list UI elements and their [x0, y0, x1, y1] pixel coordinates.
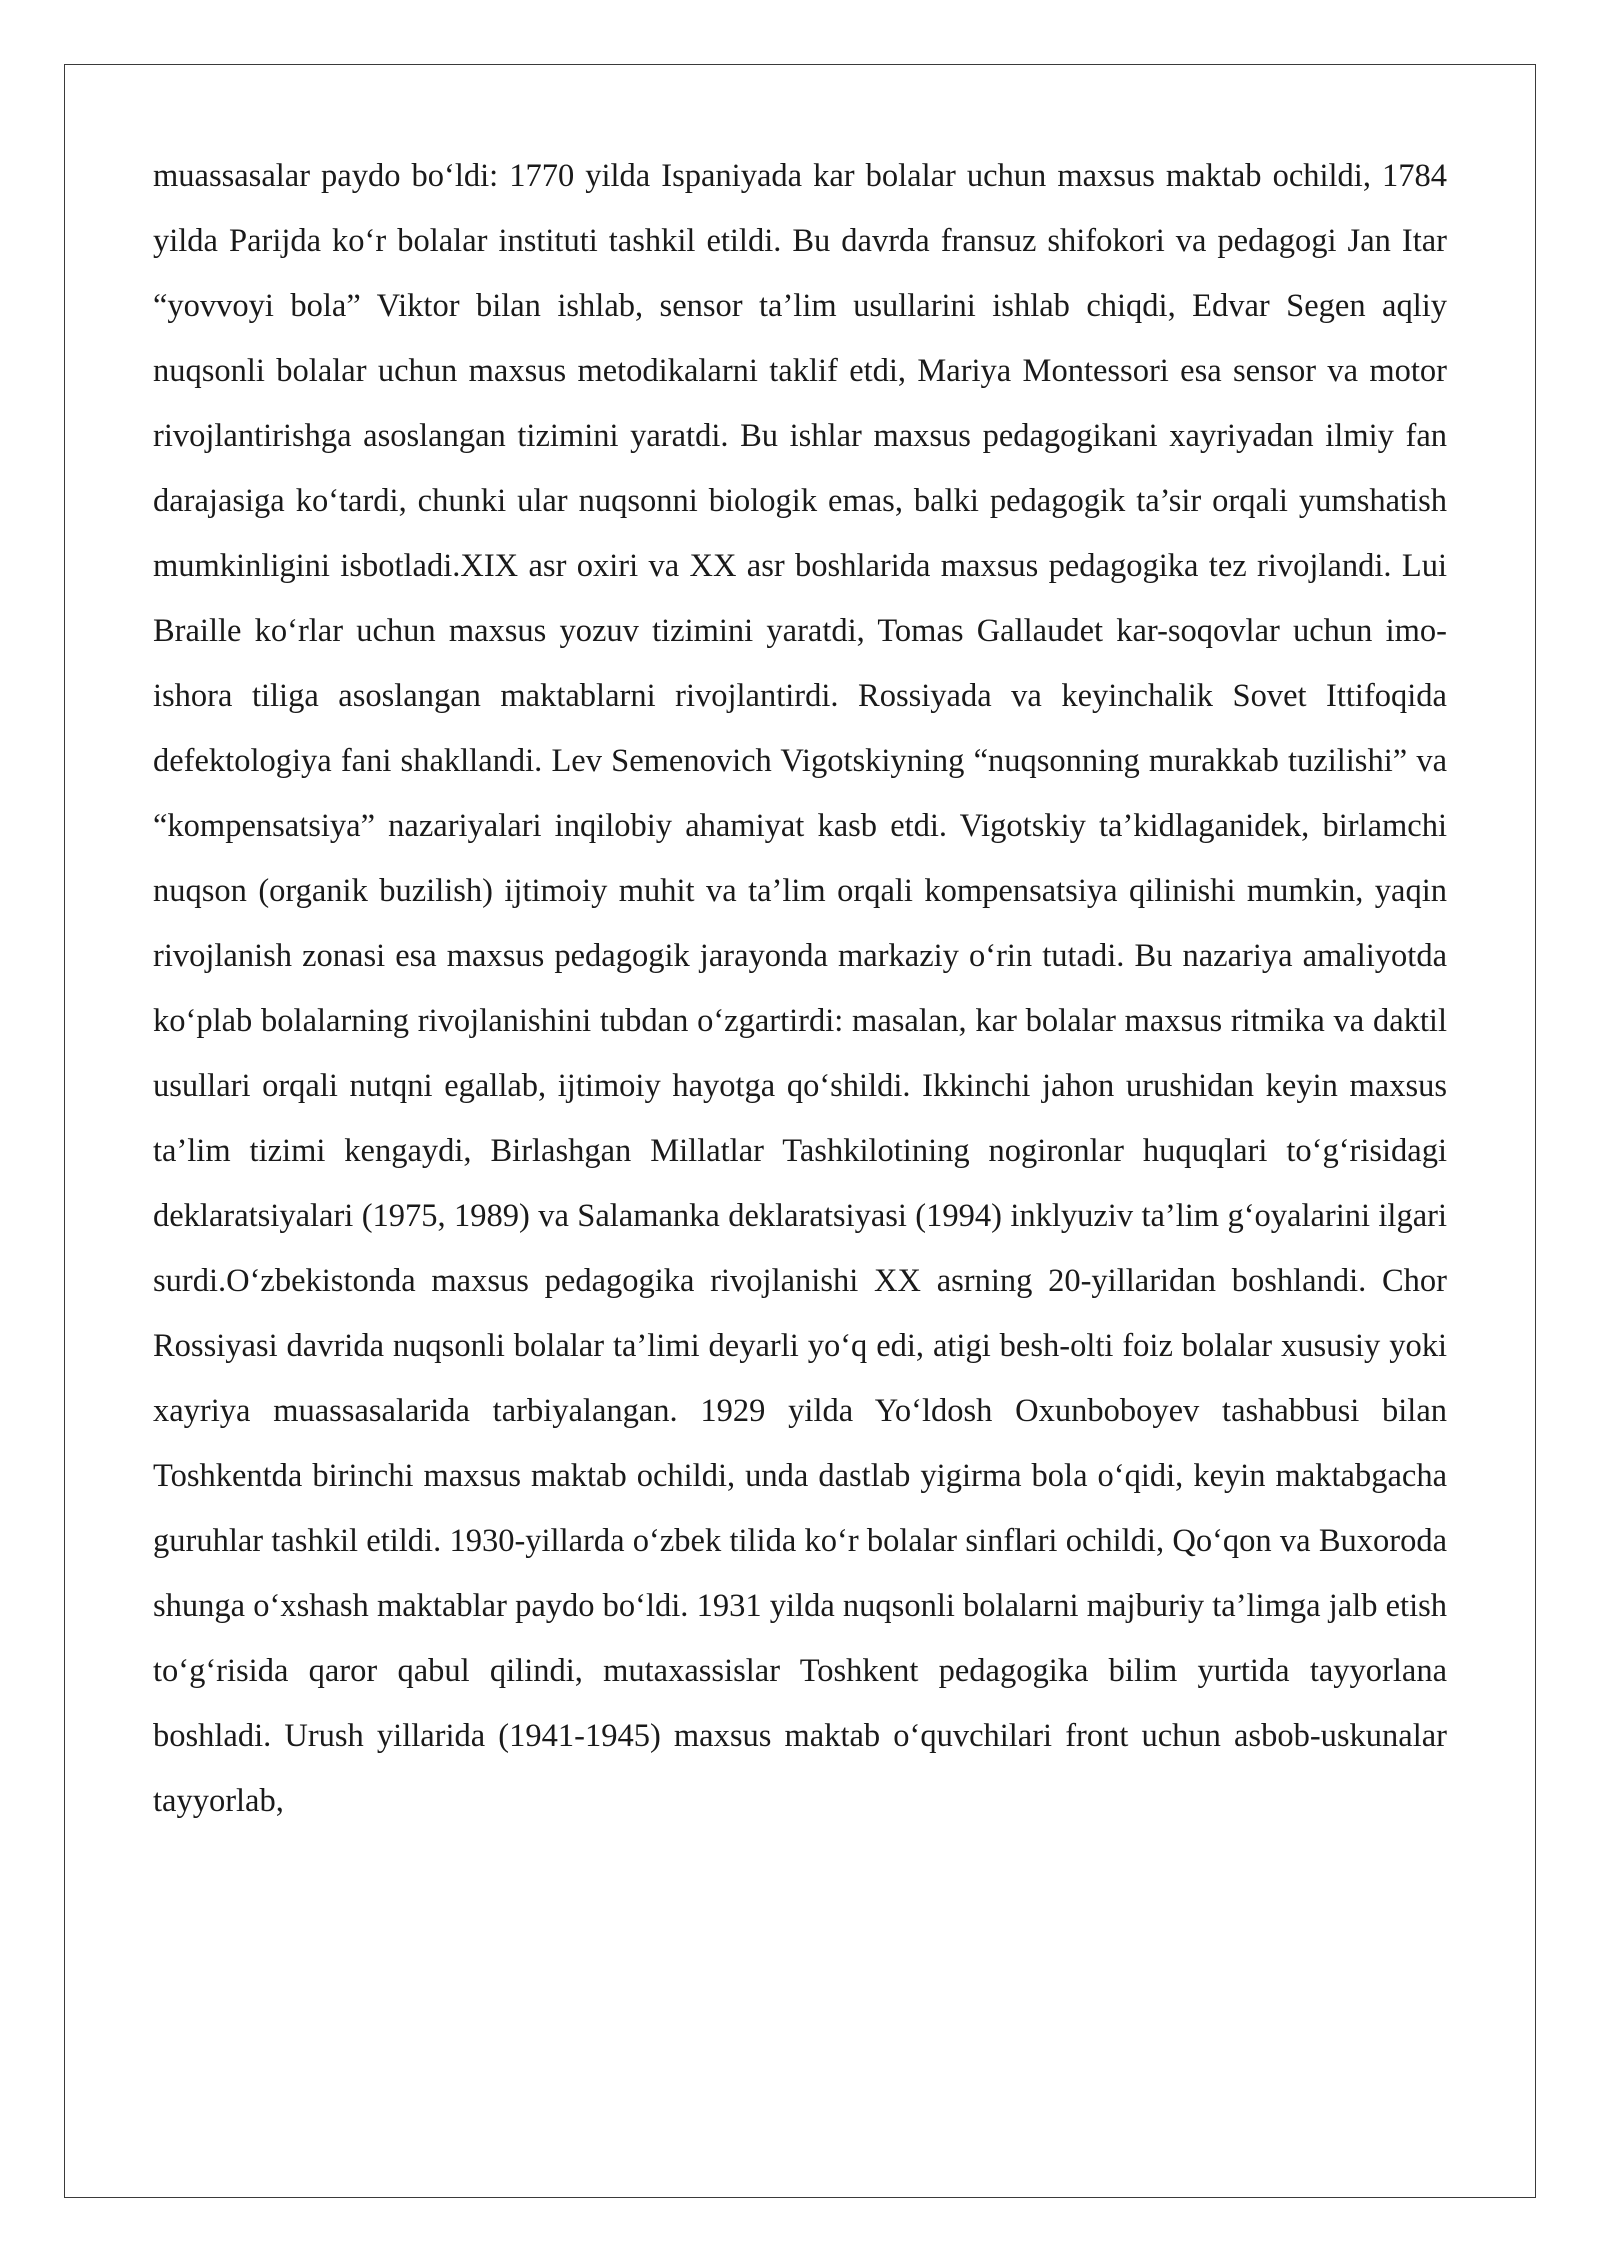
body-paragraph: muassasalar paydo bo‘ldi: 1770 yilda Ispaniyada kar bolalar uchun maxsus maktab ochildi, 1784 yilda Parijda ko‘r bolalar instituti tashkil etildi. Bu davrda fransuz shifokori va pedagogi Jan Itar “yovvoyi bola” Viktor bilan ishlab, sensor ta’lim usullarini ishlab chiqdi, Edvar Segen aqliy nuqsonli bolalar uchun maxsus metodikalarni taklif etdi, Mariya Montessori esa sensor va motor rivojlantirishga asoslangan tizimini yaratdi. Bu ishlar maxsus pedagogikani xayriyadan ilmiy fan darajasiga ko‘tardi, chunki ular nuqsonni biologik emas, balki pedagogik ta’sir orqali yumshatish mumkinligini isbotladi.XIX asr oxiri va XX asr boshlarida maxsus pedagogika tez rivojlandi. Lui Braille ko‘rlar uchun maxsus yozuv tizimini yaratdi, Tomas Gallaudet kar-soqovlar uchun imo-ishora tiliga asoslangan maktablarni rivojlantirdi. Rossiyada va keyinchalik Sovet Ittifoqida defektologiya fani shakllandi. Lev Semenovich Vigotskiyning “nuqsonning murakkab tuzilishi” va “kompensatsiya” nazariyalari inqilobiy ahamiyat kasb etdi. Vigotskiy ta’kidlaganidek, birlamchi nuqson (organik buzilish) ijtimoiy muhit va ta’lim orqali kompensatsiya qilinishi mumkin, yaqin rivojlanish zonasi esa maxsus pedagogik jarayonda markaziy o‘rin tutadi. Bu nazariya amaliyotda ko‘plab bolalarning rivojlanishini tubdan o‘zgartirdi: masalan, kar bolalar maxsus ritmika va daktil usullari orqali nutqni egallab, ijtimoiy hayotga qo‘shildi. Ikkinchi jahon urushidan keyin maxsus ta’lim tizimi kengaydi, Birlashgan Millatlar Tashkilotining nogironlar huquqlari to‘g‘risidagi deklaratsiyalari (1975, 1989) va Salamanka deklaratsiyasi (1994) inklyuziv ta’lim g‘oyalarini ilgari surdi.O‘zbekistonda maxsus pedagogika rivojlanishi XX asrning 20-yillaridan boshlandi. Chor Rossiyasi davrida nuqsonli bolalar ta’limi deyarli yo‘q edi, atigi besh-olti foiz bolalar xususiy yoki xayriya muassasalarida tarbiyalangan. 1929 yilda Yo‘ldosh Oxunboboyev tashabbusi bilan Toshkentda birinchi maxsus maktab ochildi, unda dastlab yigirma bola o‘qidi, keyin maktabgacha guruhlar tashkil etildi. 1930-yillarda o‘zbek tilida ko‘r bolalar sinflari ochildi, Qo‘qon va Buxoroda shunga o‘xshash maktablar paydo bo‘ldi. 1931 yilda nuqsonli bolalarni majburiy ta’limga jalb etish to‘g‘risida qaror qabul qilindi, mutaxassislar Toshkent pedagogika bilim yurtida tayyorlana boshladi. Urush yillarida (1941-1945) maxsus maktab o‘quvchilari front uchun asbob-uskunalar tayyorlab, [153, 158, 1447, 1819]
